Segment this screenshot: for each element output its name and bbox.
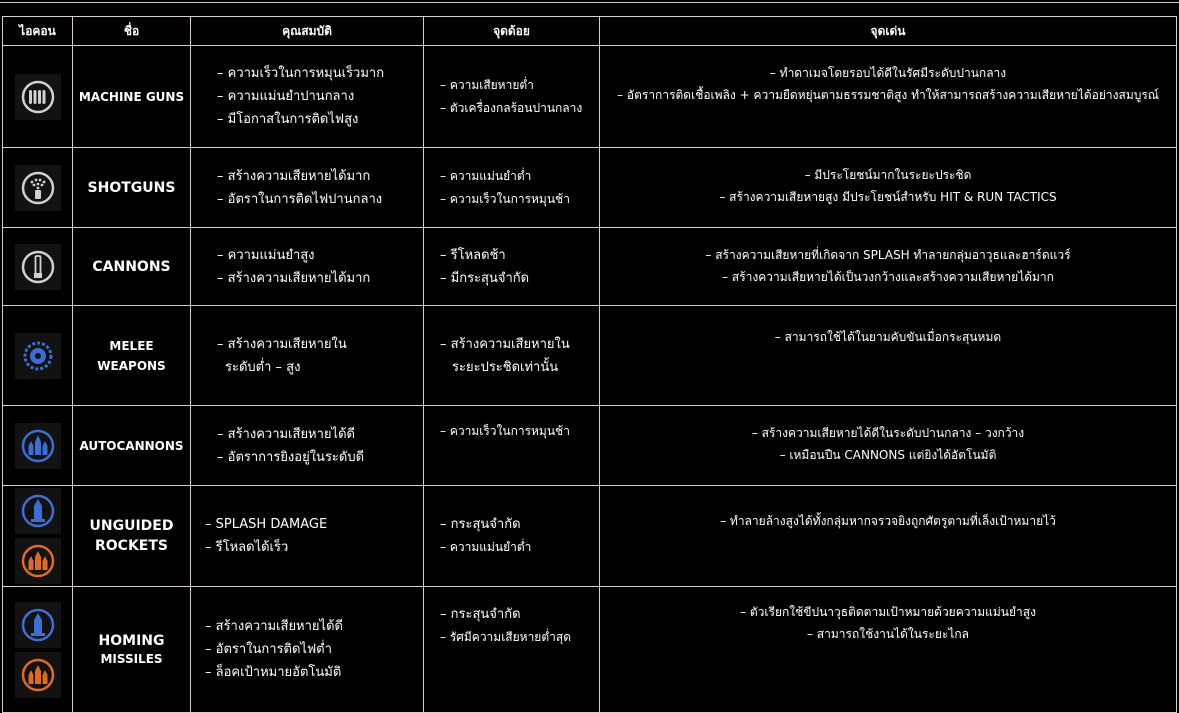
weapons-table [2, 16, 1177, 713]
strength-item: – เหมือนปืน CANNONS แต่ยิงได้อัตโนมัติ [779, 448, 997, 462]
strength-item: – อัตราการติดเชื้อเพลิง + ความยืดหยุ่นตามธรรมชาติสูง ทำให้สามารถสร้างความเสียหายได้อย่างสมบูรณ์ [617, 88, 1159, 102]
strength-item: – สร้างความเสียหายสูง มีประโยชน์สำหรับ HIT & RUN TACTICS [719, 190, 1057, 204]
table-row [3, 228, 1177, 306]
icon-cell [3, 306, 73, 406]
properties-cell [191, 486, 424, 587]
rocket-blue-icon [15, 488, 61, 534]
name-line: MACHINE GUNS [78, 89, 185, 104]
table-row [3, 486, 1177, 587]
weapon-name [73, 587, 191, 713]
strengths-cell [600, 46, 1177, 148]
icon-cell [3, 228, 73, 306]
table-row [3, 406, 1177, 486]
rocket-orange-icon [15, 538, 61, 584]
weapon-name [73, 148, 191, 228]
properties-cell [191, 587, 424, 713]
weakness-item: – รีโหลดช้า [440, 247, 506, 263]
properties-cell [191, 228, 424, 306]
weaknesses-cell [424, 148, 600, 228]
icon-cell [3, 148, 73, 228]
strength-item: – สร้างความเสียหายที่เกิดจาก SPLASH ทำลายกลุ่มอาวุธและฮาร์ดแวร์ [705, 248, 1071, 262]
strengths-cell [600, 228, 1177, 306]
weaknesses-cell [424, 306, 600, 406]
weakness-item: – สร้างความเสียหายใน [440, 336, 570, 352]
strength-item: – ตัวเรียกใช้ขีปนาวุธติดตามเป้าหมายด้วยความแม่นยำสูง [740, 605, 1036, 619]
weakness-item: – ตัวเครื่องกลร้อนปานกลาง [440, 100, 583, 115]
strengths-cell [600, 406, 1177, 486]
name-line: SHOTGUNS [87, 179, 176, 196]
property-item: – อัตราในการติดไฟต่ำ [205, 642, 332, 657]
strength-item: – สามารถใช้งานได้ในระยะไกล [807, 627, 969, 641]
strength-item: – สร้างความเสียหายได้เป็นวงกว้างและสร้างความเสียหายได้มาก [722, 270, 1054, 284]
property-item: – ความแม่นยำปานกลาง [217, 89, 355, 104]
cannon-icon [15, 244, 61, 290]
property-item: – สร้างความเสียหายได้มาก [217, 168, 371, 184]
property-item: – อัตราการยิงอยู่ในระดับดี [217, 449, 365, 465]
property-item: – ความเร็วในการหมุนเร็วมาก [217, 66, 385, 81]
strength-item: – มีประโยชน์มากในระยะประชิด [804, 168, 972, 182]
icon-cell [3, 46, 73, 148]
weaknesses-cell [424, 587, 600, 713]
weakness-item: – ความเร็วในการหมุนช้า [440, 191, 570, 206]
weakness-item: – มีกระสุนจำกัด [440, 270, 530, 286]
icon-cell [3, 587, 73, 713]
property-item: – รีโหลดได้เร็ว [205, 540, 289, 555]
table-row [3, 148, 1177, 228]
weapon-name [73, 228, 191, 306]
header-strengths: จุดเด่น [600, 17, 1177, 46]
shotgun-icon [15, 165, 61, 211]
property-item: – ความแม่นยำสูง [217, 247, 315, 263]
icon-cell [3, 486, 73, 587]
weaknesses-cell [424, 486, 600, 587]
missile-blue-icon [15, 602, 61, 648]
weakness-item: – กระสุนจำกัด [440, 517, 521, 532]
strengths-cell [600, 587, 1177, 713]
name-line: CANNONS [92, 258, 171, 275]
header-row [3, 17, 1177, 46]
name-line: ROCKETS [94, 538, 168, 554]
properties-cell [191, 148, 424, 228]
weakness-item: – รัศมีความเสียหายต่ำสุด [440, 630, 571, 644]
weakness-item: – ความแม่นยำต่ำ [440, 168, 532, 183]
name-line: HOMING [98, 632, 165, 649]
strengths-cell [600, 306, 1177, 406]
autocannon-icon [15, 423, 61, 469]
header-weaknesses: จุดด้อย [424, 17, 600, 46]
strength-item: – สามารถใช้ได้ในยามคับขันเมื่อกระสุนหมด [774, 330, 1002, 344]
property-item: – ล็อคเป้าหมายอัตโนมัติ [205, 665, 342, 680]
icon-cell [3, 406, 73, 486]
properties-cell [191, 46, 424, 148]
name-line: MELEE WEAPONS [97, 338, 166, 373]
header-name: ชื่อ [73, 17, 191, 46]
weapon-name [73, 46, 191, 148]
weakness-item: – ความแม่นยำต่ำ [440, 540, 532, 554]
property-item: – สร้างความเสียหายได้ดี [205, 619, 343, 634]
strengths-cell [600, 148, 1177, 228]
header-properties: คุณสมบัติ [191, 17, 424, 46]
property-item: – มีโอกาสในการติดไฟสูง [217, 112, 359, 127]
table-row [3, 46, 1177, 148]
missile-orange-icon [15, 652, 61, 698]
weapon-name [73, 486, 191, 587]
property-item: – สร้างความเสียหายได้ดี [217, 426, 355, 442]
weakness-item: – กระสุนจำกัด [440, 607, 521, 622]
saw-blade-icon [15, 333, 61, 379]
properties-cell [191, 306, 424, 406]
weaknesses-cell [424, 228, 600, 306]
property-item: – SPLASH DAMAGE [205, 517, 328, 532]
property-item: – สร้างความเสียหายได้มาก [217, 270, 371, 286]
table-row [3, 587, 1177, 713]
weaknesses-cell [424, 46, 600, 148]
name-line: UNGUIDED [89, 518, 174, 534]
strength-item: – ทำดาเมจโดยรอบได้ดีในรัศมีระดับปานกลาง [769, 66, 1007, 80]
weapon-name [73, 406, 191, 486]
weakness-item: – ความเร็วในการหมุนช้า [440, 424, 570, 438]
machine-gun-icon [15, 74, 61, 120]
weapon-name [73, 306, 191, 406]
property-item: – สร้างความเสียหายใน [217, 336, 347, 352]
top-rule [0, 2, 1179, 3]
properties-cell [191, 406, 424, 486]
weakness-item: ระยะประชิดเท่านั้น [452, 359, 559, 375]
table-row [3, 306, 1177, 406]
strengths-cell [600, 486, 1177, 587]
header-icon: ไอคอน [3, 17, 73, 46]
strength-item: – ทำลายล้างสูงได้ทั้งกลุ่มหากจรวจยิงถูกศัตรูตามที่เล็งเป้าหมายไว้ [720, 514, 1056, 528]
name-line: MISSILES [100, 651, 163, 666]
name-line: AUTOCANNONS [79, 438, 184, 453]
strength-item: – สร้างความเสียหายได้ดีในระดับปานกลาง – วงกว้าง [751, 426, 1025, 440]
property-item: – อัตราในการติดไฟปานกลาง [217, 191, 383, 207]
weaknesses-cell [424, 406, 600, 486]
weakness-item: – ความเสียหายต่ำ [440, 77, 534, 92]
property-item: ระดับต่ำ – สูง [225, 359, 301, 375]
